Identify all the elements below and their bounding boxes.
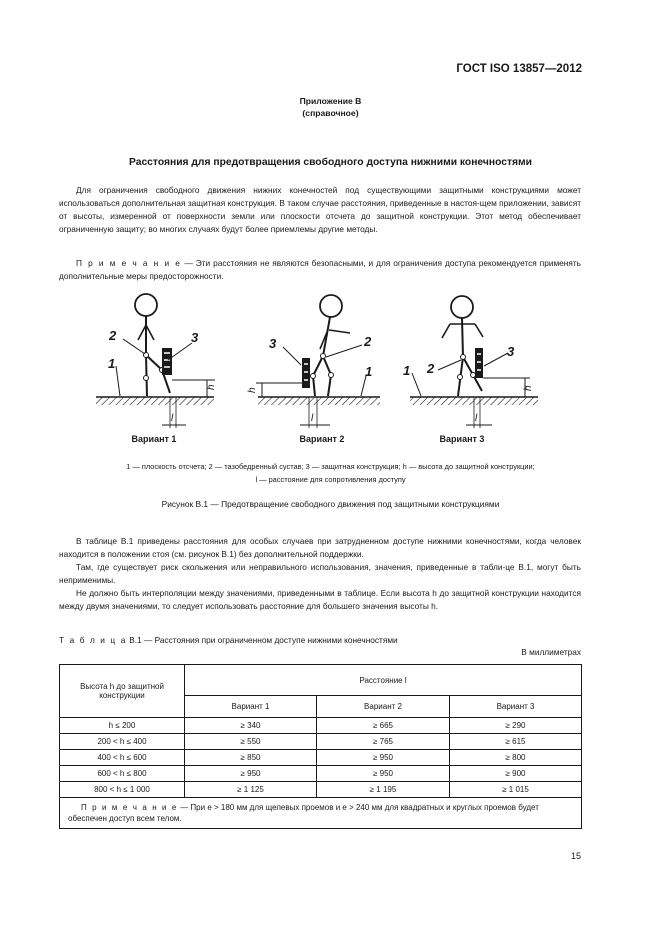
variant-2-label: Вариант 2 xyxy=(299,434,345,444)
cell-v2: ≥ 1 195 xyxy=(317,782,450,798)
cell-v3: ≥ 800 xyxy=(450,750,582,766)
table-row xyxy=(60,718,582,734)
header-variant-3: Вариант 3 xyxy=(450,696,582,718)
figure-b1 xyxy=(0,280,661,455)
cell-v3: ≥ 1 015 xyxy=(450,782,582,798)
intro-text: Для ограничения свободного движения нижних конечностей под существующими защитными конструкциями может использоваться дополнительная защитная конструкция. В таком случае расстояния, приведенные в настоя-щем приложении, зависят от высоты, измеренной от поверхности земли или плоскости отсчета до защитной конструкции. Этот метод обеспечивает ограниченную защиту; во многих случаях будут более приемлемы другие методы. xyxy=(59,185,581,234)
v2-h-label: h xyxy=(247,387,258,393)
body-paragraph-1: В таблице В.1 приведены расстояния для особых случаев при затрудненном доступе нижними конечностями, когда человек находится в положении стоя (см. рисунок В.1) без дополнительной поддержки. xyxy=(59,536,581,559)
note-1-label: П р и м е ч а н и е xyxy=(76,258,182,268)
note-1-text: — Эти расстояния не являются безопасными, и для ограничения доступа рекомендуется применять дополнительные меры предосторожности. xyxy=(59,258,581,281)
body-text xyxy=(59,535,581,613)
table-units: В миллиметрах xyxy=(521,647,581,657)
v1-marker-1: 1 xyxy=(108,356,116,371)
v3-marker-3: 3 xyxy=(507,344,515,359)
v3-marker-1: 1 xyxy=(403,363,411,378)
table-title: В.1 — Расстояния при ограниченном доступе нижними конечностями xyxy=(126,635,398,645)
appendix-kind: (справочное) xyxy=(302,108,359,118)
header-distance: Расстояние l xyxy=(185,665,582,696)
body-paragraph-2: Там, где существует риск скольжения или неправильного использования, значения, приведенные в табли-це В.1, могут быть неприменимы. xyxy=(59,562,581,585)
table-note xyxy=(60,798,582,829)
table-note-label: П р и м е ч а н и е xyxy=(81,803,178,812)
figure-legend-1: 1 — плоскость отсчета; 2 — тазобедренный сустав; 3 — защитная конструкция; h — высота до защитной конструкции; xyxy=(126,462,535,471)
v3-l-label: l xyxy=(475,413,478,424)
cell-v2: ≥ 950 xyxy=(317,750,450,766)
variant-2-drawing xyxy=(256,295,380,428)
figure-legend-2: l — расстояние для сопротивления доступу xyxy=(255,475,406,484)
table-caption xyxy=(59,635,398,645)
intro-paragraph xyxy=(59,184,581,236)
cell-height: 400 < h ≤ 600 xyxy=(60,750,185,766)
cell-v1: ≥ 550 xyxy=(185,734,317,750)
v2-l-label: l xyxy=(311,413,314,424)
table-row xyxy=(60,750,582,766)
table-label: Т а б л и ц а xyxy=(59,635,127,645)
cell-height: 800 < h ≤ 1 000 xyxy=(60,782,185,798)
cell-v2: ≥ 665 xyxy=(317,718,450,734)
cell-v3: ≥ 900 xyxy=(450,766,582,782)
body-paragraph-3: Не должно быть интерполяции между значениями, приведенными в таблице. Если высота h до защитной конструкции находится между двумя значениями, то следует использовать расстояние для большего значения высоты h. xyxy=(59,588,581,611)
document-header: ГОСТ ISO 13857—2012 xyxy=(456,63,582,75)
page-number: 15 xyxy=(570,851,581,861)
variant-3-label: Вариант 3 xyxy=(439,434,485,444)
appendix-name: Приложение В xyxy=(299,96,362,106)
v1-l-label: l xyxy=(171,413,174,424)
header-variant-1: Вариант 1 xyxy=(185,696,317,718)
cell-height: h ≤ 200 xyxy=(60,718,185,734)
cell-v3: ≥ 615 xyxy=(450,734,582,750)
v3-h-label: h xyxy=(523,385,534,391)
section-title: Расстояния для предотвращения свободного доступа нижними конечностями xyxy=(129,157,532,168)
cell-v1: ≥ 950 xyxy=(185,766,317,782)
header-variant-2: Вариант 2 xyxy=(317,696,450,718)
cell-v1: ≥ 1 125 xyxy=(185,782,317,798)
v1-marker-3: 3 xyxy=(191,330,199,345)
cell-v1: ≥ 340 xyxy=(185,718,317,734)
v2-marker-2: 2 xyxy=(364,334,372,349)
v1-h-label: h xyxy=(206,384,217,390)
v3-marker-2: 2 xyxy=(427,361,435,376)
cell-v1: ≥ 850 xyxy=(185,750,317,766)
v2-marker-3: 3 xyxy=(269,336,277,351)
cell-height: 600 < h ≤ 800 xyxy=(60,766,185,782)
cell-v3: ≥ 290 xyxy=(450,718,582,734)
cell-height: 200 < h ≤ 400 xyxy=(60,734,185,750)
cell-v2: ≥ 950 xyxy=(317,766,450,782)
header-height: Высота h до защитной конструкции xyxy=(60,665,185,718)
cell-v2: ≥ 765 xyxy=(317,734,450,750)
table-note-text: — При e > 180 мм для щелевых проемов и e > 240 мм для квадратных и круглых проемов будет обеспечен доступ всем телом. xyxy=(68,803,539,823)
v2-marker-1: 1 xyxy=(365,364,373,379)
table-row xyxy=(60,782,582,798)
v1-marker-2: 2 xyxy=(109,328,117,343)
figure-caption: Рисунок В.1 — Предотвращение свободного движения под защитными конструкциями xyxy=(161,499,500,509)
table-row xyxy=(60,766,582,782)
table-row xyxy=(60,734,582,750)
distances-table xyxy=(59,664,582,829)
variant-1-label: Вариант 1 xyxy=(131,434,177,444)
